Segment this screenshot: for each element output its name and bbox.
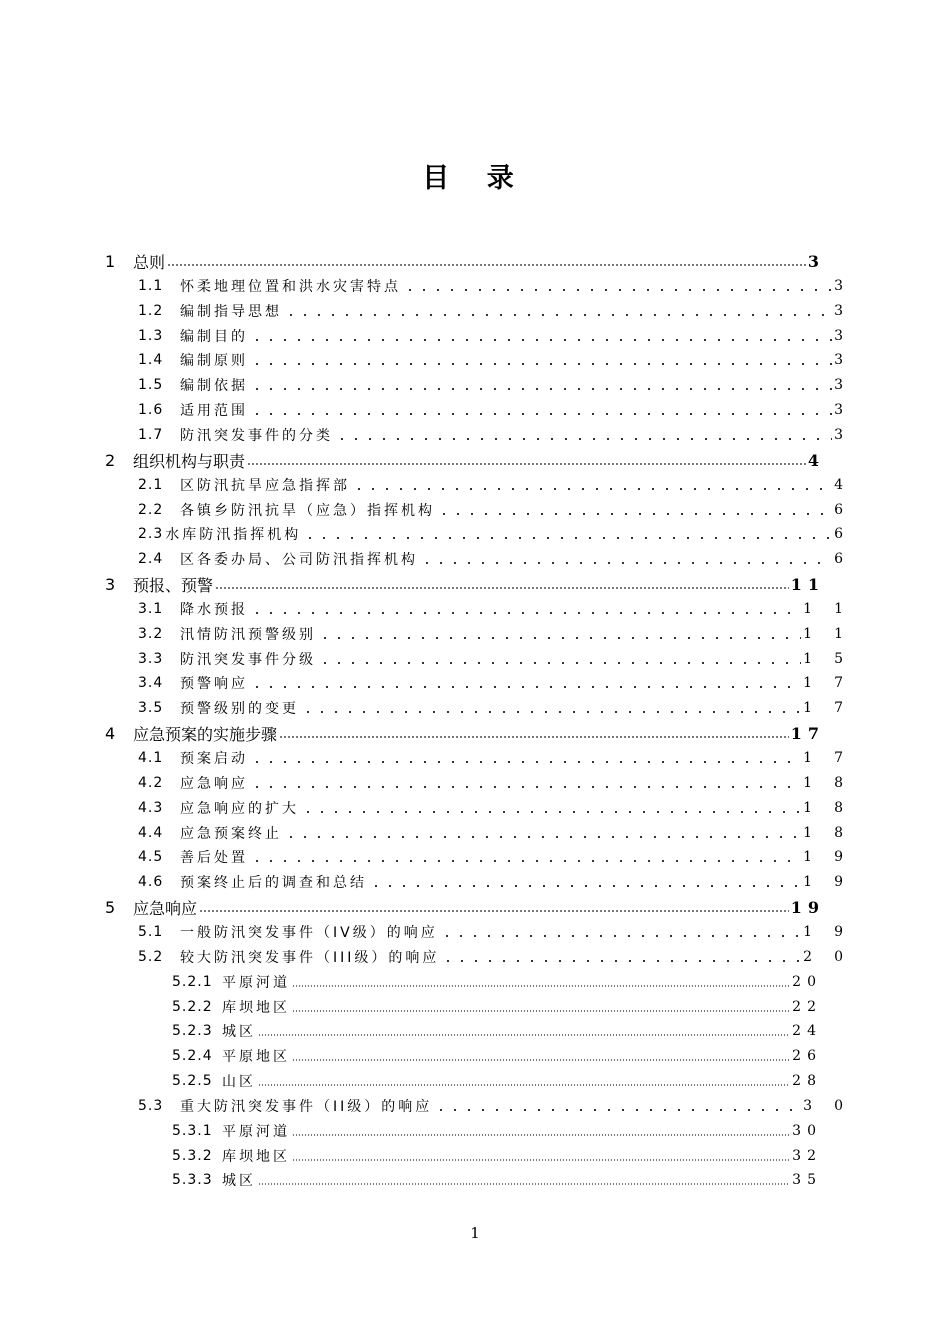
toc-entry-page: 20 [792,974,822,990]
toc-entry-title: 编制目的 [180,329,248,345]
toc-entry-number: 5.3.1 [172,1123,213,1139]
toc-entry-title: 库坝地区 [222,1000,290,1016]
dot-leader [250,398,832,422]
toc-entry-page: 11 [790,574,825,594]
toc-entry-number: 1.6 [138,402,164,418]
toc-entry-number: 4.1 [138,750,164,766]
toc-entry-title: 组织机构与职责 [133,451,246,471]
toc-entry-level-3[interactable] [172,970,822,994]
toc-entry-title: 预案终止后的调查和总结 [180,875,367,891]
toc-entry-level-2[interactable] [138,597,865,621]
toc-entry-title: 山区 [222,1074,256,1090]
page-title: 目 录 [422,163,528,194]
toc-entry-level-1[interactable] [105,448,825,472]
toc-entry-page: 17 [803,675,865,691]
toc-entry-title: 善后处置 [180,850,248,866]
toc-entry-page: 26 [792,1048,822,1064]
toc-entry-level-2[interactable] [138,945,865,969]
toc-entry-page: 22 [792,999,822,1015]
toc-entry-title: 适用范围 [180,403,248,419]
toc-entry-number: 5 [105,897,116,917]
toc-entry-number: 2.3 [138,526,164,542]
toc-entry-page: 4 [807,450,825,470]
toc-entry-number: 1.7 [138,427,164,443]
toc-entry-level-2[interactable] [138,373,843,397]
toc-entry-title: 平原河道 [222,975,290,991]
toc-entry-number: 1.5 [138,377,164,393]
toc-entry-level-3[interactable] [172,1168,822,1192]
toc-entry-number: 5.2.5 [172,1073,213,1089]
toc-entry-page: 28 [792,1073,822,1089]
toc-entry-page: 6 [834,526,843,542]
toc-entry-number: 3.5 [138,700,164,716]
toc-entry-number: 5.3.2 [172,1148,213,1164]
toc-entry-level-2[interactable] [138,398,843,422]
toc-entry-page: 18 [803,775,865,791]
toc-entry-number: 1.4 [138,352,164,368]
toc-entry-title: 库坝地区 [222,1149,290,1165]
toc-entry-level-2[interactable] [138,920,865,944]
toc-entry-page: 19 [803,924,865,940]
toc-entry-title: 城区 [222,1024,256,1040]
dot-leader [403,274,832,298]
dot-leader [318,622,801,646]
toc-entry-title: 重大防汛突发事件（II级）的响应 [180,1099,433,1115]
toc-entry-page: 3 [834,303,843,319]
toc-entry-number: 5.2.1 [172,974,213,990]
toc-entry-title: 区防汛抗旱应急指挥部 [180,478,350,494]
toc-entry-level-2[interactable] [138,423,843,447]
toc-entry-level-3[interactable] [172,1019,822,1043]
dot-leader [250,845,801,869]
toc-entry-page: 35 [792,1172,822,1188]
toc-entry-page: 32 [792,1148,822,1164]
toc-entry-number: 5.1 [138,924,164,940]
toc-entry-level-3[interactable] [172,1144,822,1168]
toc-entry-number: 1.2 [138,303,164,319]
toc-entry-level-2[interactable] [138,522,843,546]
dot-leader [199,895,789,919]
toc-entry-title: 防汛突发事件分级 [180,652,316,668]
dot-leader [250,597,801,621]
toc-entry-title: 编制原则 [180,353,248,369]
dot-leader [250,746,801,770]
toc-entry-level-2[interactable] [138,696,865,720]
toc-entry-page: 19 [790,897,825,917]
toc-entry-page: 18 [803,825,865,841]
dot-leader [292,995,790,1019]
toc-entry-number: 3 [105,574,116,594]
toc-entry-page: 3 [807,251,825,271]
dot-leader [369,870,801,894]
toc-entry-level-2[interactable] [138,796,865,820]
toc-entry-number: 5.3.3 [172,1172,213,1188]
dot-leader [335,423,832,447]
dot-leader [250,348,832,372]
dot-leader [303,522,832,546]
toc-entry-number: 5.3 [138,1098,164,1114]
toc-entry-level-2[interactable] [138,1094,865,1118]
toc-entry-title: 应急响应的扩大 [180,801,299,817]
toc-entry-level-2[interactable] [138,299,843,323]
toc-entry-title: 预警级别的变更 [180,701,299,717]
toc-entry-level-1[interactable] [105,249,825,273]
toc-entry-level-2[interactable] [138,821,865,845]
toc-entry-number: 4.3 [138,800,164,816]
page-number: 1 [470,1224,480,1242]
toc-entry-number: 4 [105,723,116,743]
toc-entry-number: 2.2 [138,502,164,518]
toc-entry-title: 区各委办局、公司防汛指挥机构 [180,552,418,568]
toc-entry-page: 4 [834,477,843,493]
toc-entry-page: 11 [803,626,865,642]
toc-entry-page: 17 [790,723,825,743]
toc-entry-title: 应急预案终止 [180,826,282,842]
toc-entry-level-2[interactable] [138,348,843,372]
toc-entry-title: 水库防汛指挥机构 [165,527,302,543]
toc-entry-title: 较大防汛突发事件（III级）的响应 [180,950,440,966]
toc-entry-title: 应急响应 [133,898,198,918]
toc-entry-level-2[interactable] [138,473,843,497]
dot-leader [434,1094,801,1118]
dot-leader [279,721,789,745]
dot-leader [292,1144,790,1168]
toc-entry-page: 11 [803,601,865,617]
toc-entry-level-2[interactable] [138,870,865,894]
toc-entry-page: 3 [834,427,843,443]
toc-entry-level-2[interactable] [138,845,865,869]
toc-entry-level-2[interactable] [138,671,865,695]
toc-entry-title: 总则 [133,252,166,272]
toc-entry-level-2[interactable] [138,324,843,348]
toc-entry-title: 城区 [222,1173,256,1189]
toc-entry-level-3[interactable] [172,1119,822,1143]
dot-leader [167,249,806,273]
toc-entry-title: 平原河道 [222,1124,290,1140]
dot-leader [258,1019,790,1043]
toc-entry-page: 17 [803,750,865,766]
toc-entry-number: 2.1 [138,477,164,493]
toc-entry-page: 3 [834,402,843,418]
toc-entry-number: 5.2.3 [172,1023,213,1039]
toc-entry-level-3[interactable] [172,1069,822,1093]
toc-entry-page: 24 [792,1023,822,1039]
dot-leader [441,945,801,969]
toc-entry-title: 防汛突发事件的分类 [180,428,333,444]
toc-entry-title: 编制指导思想 [180,304,282,320]
toc-entry-number: 3.3 [138,651,164,667]
toc-entry-title: 应急预案的实施步骤 [133,724,278,744]
dot-leader [301,696,801,720]
toc-entry-page: 6 [834,551,843,567]
dot-leader [258,1168,790,1192]
dot-leader [258,1069,790,1093]
toc-entry-page: 19 [803,849,865,865]
dot-leader [215,572,789,596]
toc-entry-level-1[interactable] [105,572,825,596]
toc-entry-page: 18 [803,800,865,816]
toc-entry-level-2[interactable] [138,746,865,770]
toc-entry-number: 2 [105,450,116,470]
toc-entry-number: 3.1 [138,601,164,617]
toc-entry-number: 1 [105,251,116,271]
toc-entry-page: 3 [834,278,843,294]
toc-entry-number: 1.3 [138,328,164,344]
toc-entry-title: 预报、预警 [133,575,214,595]
toc-entry-title: 一般防汛突发事件（IV级）的响应 [180,925,438,941]
toc-entry-level-2[interactable] [138,274,843,298]
dot-leader [284,299,832,323]
toc-entry-page: 3 [834,377,843,393]
toc-entry-number: 4.5 [138,849,164,865]
toc-entry-page: 20 [803,949,865,965]
toc-entry-title: 应急响应 [180,776,248,792]
toc-entry-title: 降水预报 [180,602,248,618]
toc-entry-page: 17 [803,700,865,716]
toc-entry-number: 1.1 [138,278,164,294]
toc-entry-page: 3 [834,328,843,344]
toc-entry-level-2[interactable] [138,771,865,795]
dot-leader [247,448,806,472]
toc-entry-title: 预警响应 [180,676,248,692]
toc-entry-level-3[interactable] [172,1044,822,1068]
toc-entry-number: 5.2.2 [172,999,213,1015]
toc-entry-level-2[interactable] [138,498,843,522]
toc-entry-number: 3.2 [138,626,164,642]
toc-entry-page: 30 [792,1123,822,1139]
dot-leader [292,970,790,994]
dot-leader [437,498,832,522]
toc-entry-page: 19 [803,874,865,890]
dot-leader [420,547,832,571]
dot-leader [301,796,801,820]
toc-entry-page: 3 [834,352,843,368]
toc-entry-number: 2.4 [138,551,164,567]
toc-entry-level-2[interactable] [138,622,865,646]
toc-entry-title: 编制依据 [180,378,248,394]
dot-leader [352,473,832,497]
dot-leader [284,821,801,845]
dot-leader [250,324,832,348]
toc-entry-level-2[interactable] [138,547,843,571]
dot-leader [292,1119,790,1143]
dot-leader [292,1044,790,1068]
dot-leader [440,920,801,944]
toc-entry-title: 汛情防汛预警级别 [180,627,316,643]
toc-entry-number: 5.2 [138,949,164,965]
toc-entry-title: 平原地区 [222,1049,290,1065]
toc-entry-level-3[interactable] [172,995,822,1019]
toc-entry-level-1[interactable] [105,721,825,745]
dot-leader [250,671,801,695]
toc-entry-number: 3.4 [138,675,164,691]
dot-leader [250,771,801,795]
toc-entry-number: 5.2.4 [172,1048,213,1064]
dot-leader [250,373,832,397]
toc-entry-page: 6 [834,502,843,518]
toc-entry-number: 4.2 [138,775,164,791]
toc-entry-level-2[interactable] [138,647,865,671]
toc-entry-level-1[interactable] [105,895,825,919]
toc-entry-title: 怀柔地理位置和洪水灾害特点 [180,279,401,295]
toc-entry-number: 4.4 [138,825,164,841]
toc-entry-page: 30 [803,1098,865,1114]
toc-entry-number: 4.6 [138,874,164,890]
toc-entry-title: 预案启动 [180,751,248,767]
toc-entry-title: 各镇乡防汛抗旱（应急）指挥机构 [180,503,435,519]
toc-entry-page: 15 [803,651,865,667]
dot-leader [318,647,801,671]
